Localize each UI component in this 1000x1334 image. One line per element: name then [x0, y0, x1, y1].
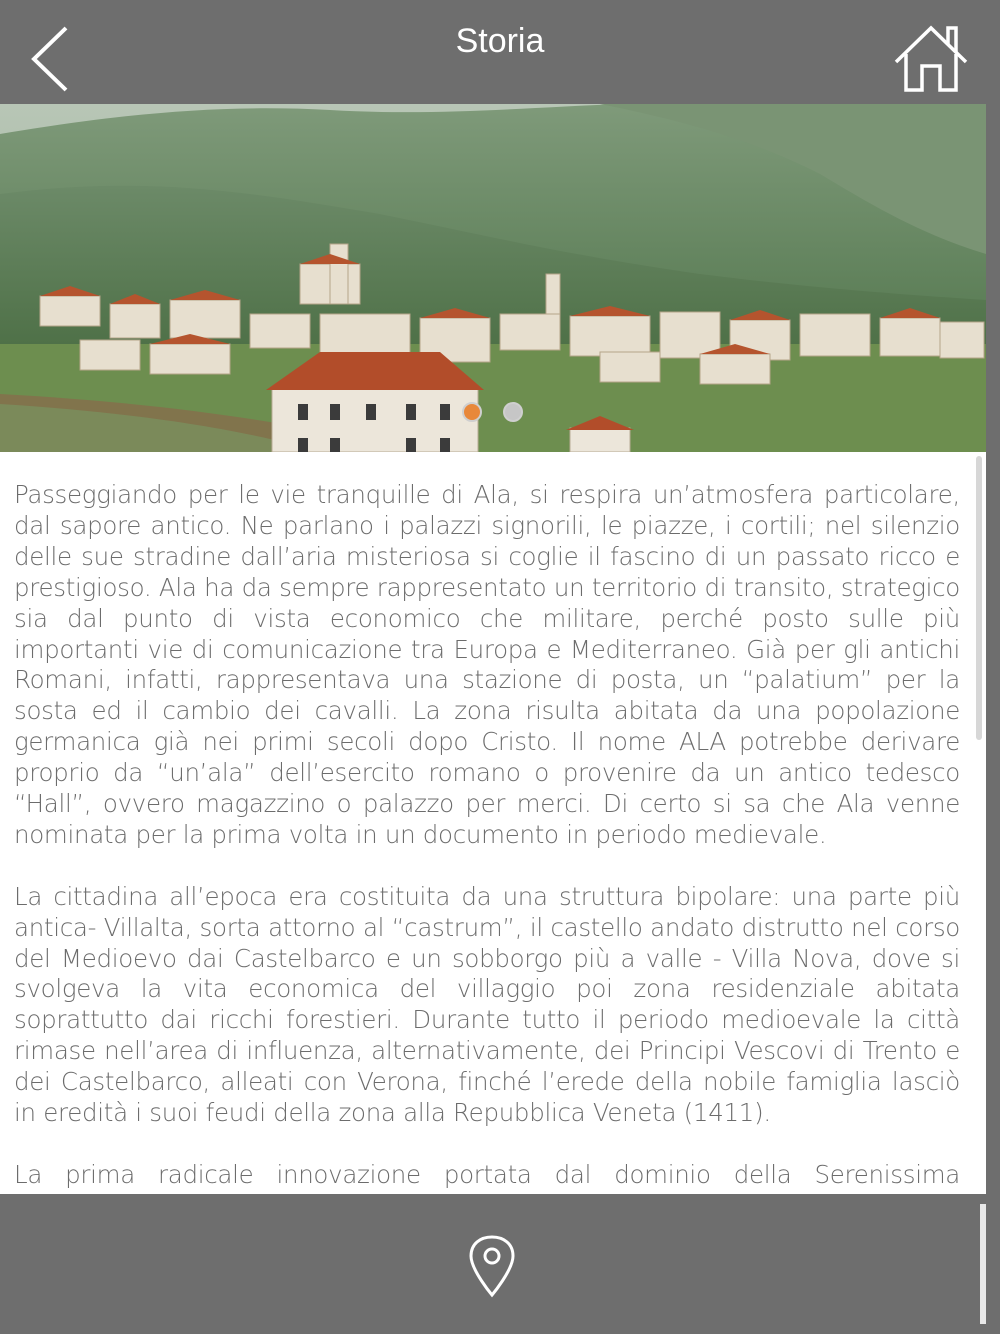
- article-paragraph-1: Passeggiando per le vie tranquille di Ala, si respira un’atmosfera particolare, dal sapore antico. Ne parlano i palazzi signorili, le piazze, i cortili; nel silenzio delle sue stradine dall’aria misteriosa si coglie il fascino di un passato ricco e prestigioso. Ala ha da sempre rappresentato un territorio di transito, strategico sia dal punto di vista economico che militare, perché posto sulle più importanti vie di comunicazione tra Europa e Mediterraneo. Già per gli antichi Romani, infatti, rappresentava una stazione di posta, un “palatium” per la sosta ed il cambio dei cavalli. La zona risulta abitata da una popolazione germanica già nei primi secoli dopo Cristo. Il nome ALA potrebbe derivare proprio da “un’ala” dell’esercito romano o provenire da un antico tedesco “Hall”, ovvero magazzino o palazzo per merci. Di certo si sa che Ala venne nominata per la prima volta in un documento in periodo medievale.: [14, 480, 960, 849]
- article-text: [14, 480, 960, 1314]
- article-paragraph-2: La cittadina all’epoca era costituita da una struttura bipolare: una parte più antica- Villalta, sorta attorno al “castrum”, il castello andato distrutto nel corso del Medioevo dai Castelbarco e un sobborgo più a valle - Villa Nova, dove si svolgeva la vita economica del villaggio poi zona residenziale abitata soprattutto dai ricchi forestieri. Durante tutto il periodo medioevale la città rimase nell’area di influenza, alternativamente, dei Principi Vescovi di Trento e dei Castelbarco, alleati con Verona, finché l’erede della nobile famiglia lasciò in eredità i suoi feudi della zona alla Repubblica Veneta (1411).: [14, 881, 960, 1128]
- home-button[interactable]: [890, 22, 972, 94]
- scrollbar[interactable]: [976, 456, 982, 740]
- chevron-left-icon: [22, 22, 82, 96]
- scroll-handle[interactable]: [980, 1204, 986, 1324]
- page-title: Storia: [455, 22, 545, 60]
- map-button[interactable]: [466, 1234, 518, 1298]
- article-paragraph-3: La prima radicale innovazione portata dal dominio della Serenissima: [14, 1159, 960, 1189]
- map-pin-icon: [466, 1234, 518, 1298]
- home-icon: [890, 22, 972, 94]
- carousel-dot-2[interactable]: [503, 402, 523, 422]
- carousel-pager: [0, 398, 986, 428]
- article-content[interactable]: [0, 452, 986, 1194]
- carousel-dot-1[interactable]: [462, 402, 482, 422]
- back-button[interactable]: [22, 22, 82, 96]
